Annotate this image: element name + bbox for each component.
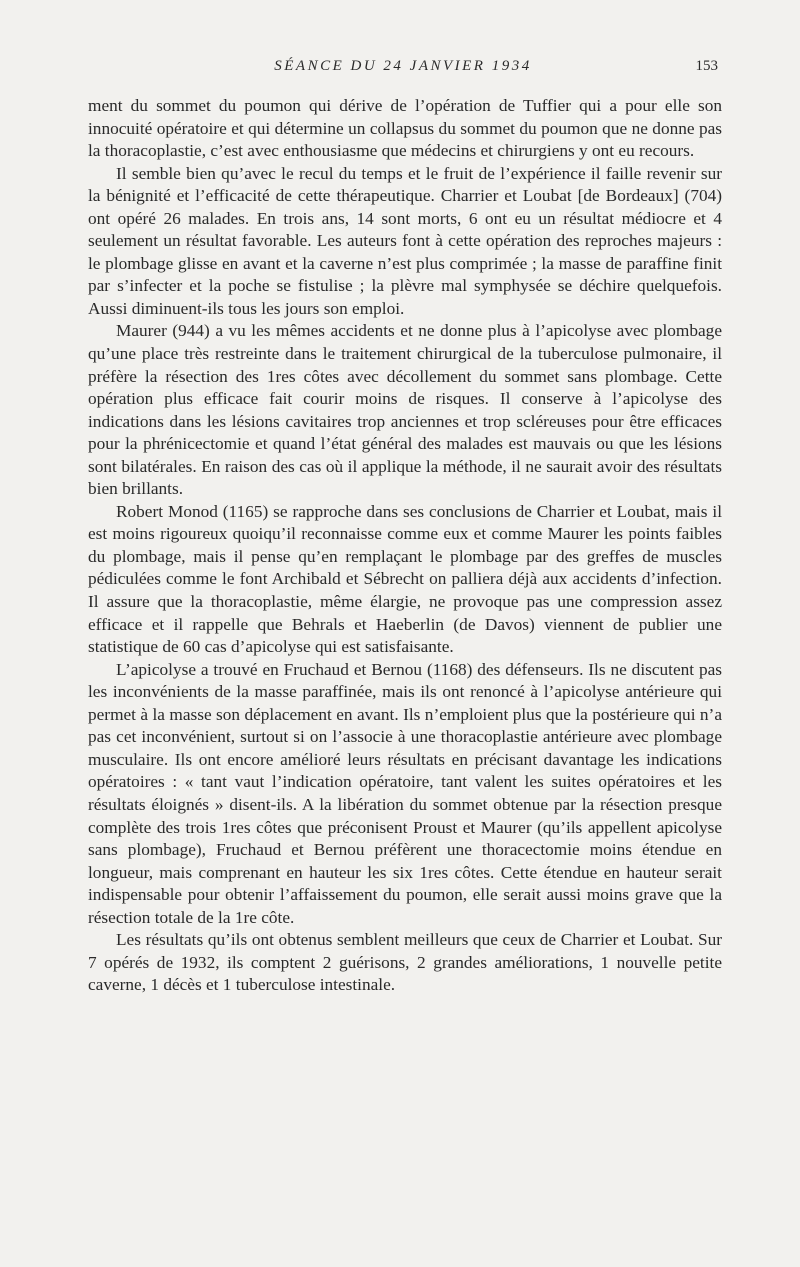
paragraph: Les résultats qu’ils ont obtenus semblent meilleurs que ceux de Charrier et Loubat. Sur 7 opérés de 1932, ils comptent 2 guérisons, 2 grandes améliorations, 1 nouvelle petite caverne, 1 décès et 1 tuberculose intestinale. [88, 930, 722, 995]
running-title: SÉANCE DU 24 JANVIER 1934 [274, 58, 532, 74]
paragraph: ment du sommet du poumon qui dérive de l’opération de Tuffier qui a pour elle son innocuité opératoire et qui détermine un collapsus du sommet du poumon que ne donne pas la thoracoplastie, c’est avec enthousiasme que médecins et chirurgiens y ont eu recours. [88, 96, 722, 161]
paragraph: L’apicolyse a trouvé en Fruchaud et Bernou (1168) des défenseurs. Ils ne discutent pas les inconvénients de la masse paraffinée, mais ils ont renoncé à l’apicolyse antérieure qui permet à la masse son déplacement en avant. Ils n’emploient plus que la postérieure qui n’a pas cet inconvénient, surtout si on l’associe à une thoracoplastie antérieure avec plombage musculaire. Ils ont encore amélioré leurs résultats en précisant davantage les indications opératoires : « tant vaut l’indication opératoire, tant valent les suites opératoires et les résultats éloignés » disent-ils. A la libération du sommet obtenue par la résection presque complète des trois 1res côtes que préconisent Proust et Maurer (qu’ils appellent apicolyse sans plombage), Fruchaud et Bernou préfèrent une thoracectomie moins étendue en longueur, mais comprenant en hauteur les six 1res côtes. Cette étendue en hauteur serait indispensable pour obtenir l’affaissement du poumon, elle serait aussi moins grave que la résection totale de la 1re côte. [88, 659, 722, 927]
paragraph: Maurer (944) a vu les mêmes accidents et ne donne plus à l’apicolyse avec plombage qu’une place très restreinte dans le traitement chirurgical de la tuberculose pulmonaire, il préfère la résection des 1res côtes avec décollement du sommet sans plombage. Cette opération plus efficace fait courir moins de risques. Il conserve à l’apicolyse des indications dans les lésions cavitaires trop anciennes et trop scléreuses pour être efficaces pour la phrénicectomie et quand l’état général des malades est mauvais ou que les lésions sont bilatérales. En raison des cas où il applique la méthode, il ne saurait avoir des résultats bien brillants. [88, 321, 722, 499]
page-number: 153 [695, 58, 718, 74]
paragraph: Robert Monod (1165) se rapproche dans ses conclusions de Charrier et Loubat, mais il est moins rigoureux quoiqu’il reconnaisse comme eux et comme Maurer les points faibles du plombage, mais il pense qu’en remplaçant le plombage par des greffes de muscles pédiculées comme le font Archibald et Sébrecht on palliera déjà aux accidents d’infection. Il assure que la thoracoplastie, même élargie, ne provoque pas une compression assez efficace et il rappelle que Behrals et Haeberlin (de Davos) viennent de publier une statistique de 60 cas d’apicolyse qui est satisfaisante. [88, 501, 722, 657]
paragraph: Il semble bien qu’avec le recul du temps et le fruit de l’expérience il faille revenir sur la bénignité et l’efficacité de cette thérapeutique. Charrier et Loubat [de Bordeaux] (704) ont opéré 26 malades. En trois ans, 14 sont morts, 6 ont eu un résultat médiocre et 4 seulement un résultat favorable. Les auteurs font à cette opération des reproches majeurs : le plombage glisse en avant et la caverne n’est plus comprimée ; la masse de paraffine finit par s’infecter et la poche se fistulise ; la plèvre mal symphysée se déchire quelquefois. Aussi diminuent-ils tous les jours son emploi. [88, 163, 722, 318]
body-text [88, 95, 722, 997]
page-header [88, 58, 718, 82]
